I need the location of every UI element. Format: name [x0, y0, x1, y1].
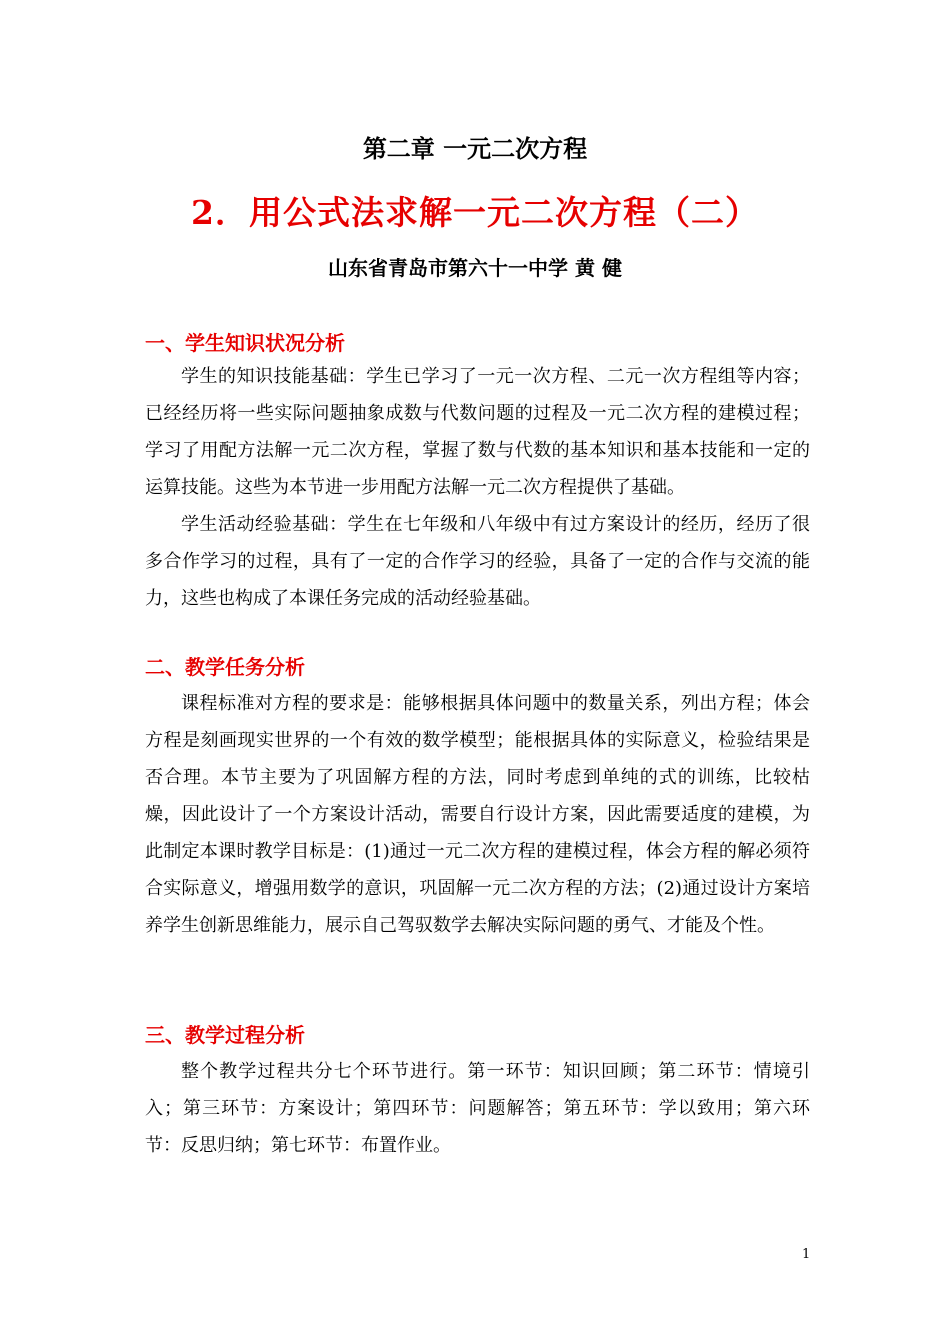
paragraph-knowledge-foundation: 学生的知识技能基础：学生已学习了一元一次方程、二元一次方程组等内容；已经经历将一些实际问题抽象成数与代数问题的过程及一元二次方程的建模过程；学习了用配方法解一元二次方程，掌握了数与代数的基本知识和基本技能和一定的运算技能。这些为本节进一步用配方法解一元二次方程提供了基础。 — [145, 366, 810, 498]
paragraph-activity-experience: 学生活动经验基础：学生在七年级和八年级中有过方案设计的经历，经历了很多合作学习的过程，具有了一定的合作学习的经验，具备了一定的合作与交流的能力，这些也构成了本课任务完成的活动经验基础。 — [145, 514, 810, 609]
author-line: 山东省青岛市第六十一中学 黄 健 — [328, 256, 622, 280]
paragraph-teaching-process: 整个教学过程共分七个环节进行。第一环节：知识回顾；第二环节：情境引入；第三环节：方案设计；第四环节：问题解答；第五环节：学以致用；第六环节：反思归纳；第七环节：布置作业。 — [145, 1061, 810, 1156]
section-heading-process-analysis: 三、教学过程分析 — [145, 1023, 305, 1047]
section-heading-task-analysis: 二、教学任务分析 — [145, 655, 305, 679]
chapter-title: 第二章 一元二次方程 — [362, 134, 588, 163]
page-number: 1 — [802, 1247, 811, 1262]
paragraph-curriculum-requirements: 课程标准对方程的要求是：能够根据具体问题中的数量关系，列出方程；体会方程是刻画现实世界的一个有效的数学模型；能根据具体的实际意义，检验结果是否合理。本节主要为了巩固解方程的方法，同时考虑到单纯的式的训练，比较枯燥，因此设计了一个方案设计活动，需要自行设计方案，因此需要适度的建模，为此制定本课时教学目标是：(1)通过一元二次方程的建模过程，体会方程的解必须符合实际意义，增强用数学的意识，巩固解一元二次方程的方法；(2)通过设计方案培养学生创新思维能力，展示自己驾驭数学去解决实际问题的勇气、才能及个性。 — [145, 693, 810, 936]
section-heading-student-analysis: 一、学生知识状况分析 — [145, 331, 345, 355]
lesson-title: 2．用公式法求解一元二次方程（二） — [191, 193, 759, 232]
